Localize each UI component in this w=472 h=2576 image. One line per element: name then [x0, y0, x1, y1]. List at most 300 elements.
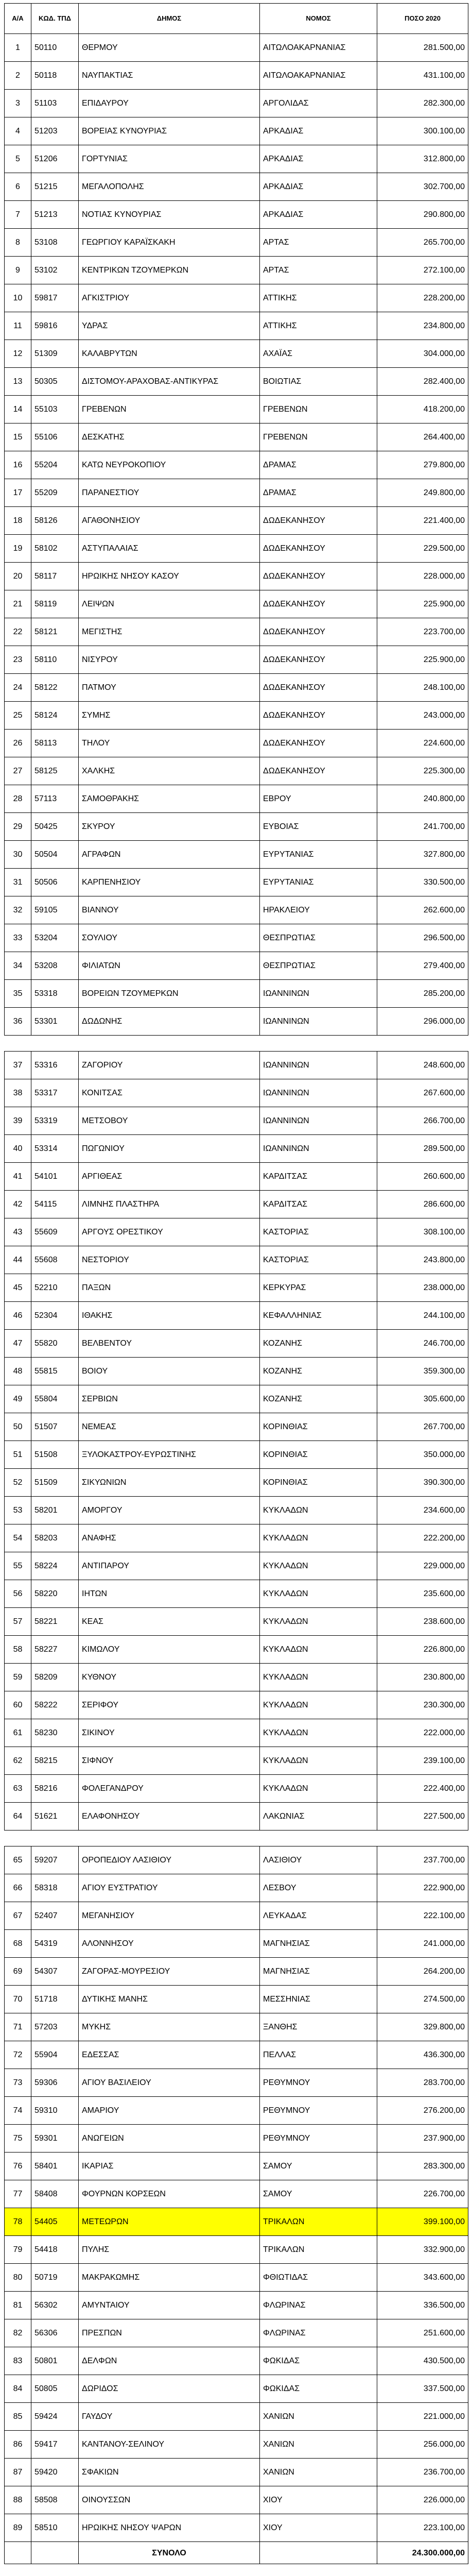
header-nomos: ΝΟΜΟΣ [260, 4, 377, 34]
row-aa: 41 [5, 1163, 31, 1191]
row-code: 54307 [31, 1958, 79, 1986]
row-poso: 249.800,00 [377, 479, 468, 507]
row-poso: 229.000,00 [377, 1552, 468, 1580]
row-code: 56302 [31, 2292, 79, 2319]
table-row [5, 2375, 468, 2403]
row-code: 58209 [31, 1664, 79, 1691]
row-poso: 296.500,00 [377, 924, 468, 952]
row-poso: 296.000,00 [377, 1008, 468, 1036]
row-code: 53102 [31, 257, 79, 284]
table-row [5, 1385, 468, 1413]
row-code: 51508 [31, 1441, 79, 1469]
row-code: 50719 [31, 2264, 79, 2292]
row-nomos: ΚΕΡΚΥΡΑΣ [260, 1274, 377, 1302]
row-poso: 226.700,00 [377, 2180, 468, 2208]
row-dimos: ΕΠΙΔΑΥΡΟΥ [79, 90, 260, 117]
row-poso: 222.200,00 [377, 1524, 468, 1552]
row-nomos: ΔΩΔΕΚΑΝΗΣΟΥ [260, 618, 377, 646]
row-dimos: ΒΟΡΕΙΩΝ ΤΖΟΥΜΕΡΚΩΝ [79, 980, 260, 1008]
row-code: 58216 [31, 1775, 79, 1803]
row-poso: 230.300,00 [377, 1691, 468, 1719]
row-aa: 31 [5, 869, 31, 896]
row-poso: 267.600,00 [377, 1079, 468, 1107]
row-nomos: ΕΥΒΟΙΑΣ [260, 813, 377, 841]
row-code: 58121 [31, 618, 79, 646]
row-aa: 72 [5, 2041, 31, 2069]
row-dimos: ΑΜΥΝΤΑΙΟΥ [79, 2292, 260, 2319]
row-code: 55608 [31, 1246, 79, 1274]
table-row [5, 1958, 468, 1986]
row-nomos: ΔΡΑΜΑΣ [260, 479, 377, 507]
row-code: 53318 [31, 980, 79, 1008]
row-poso: 329.800,00 [377, 2013, 468, 2041]
table-row [5, 702, 468, 730]
allocation-sheet [4, 3, 468, 2564]
row-aa: 17 [5, 479, 31, 507]
row-dimos: ΔΥΤΙΚΗΣ ΜΑΝΗΣ [79, 1986, 260, 2013]
row-aa: 23 [5, 646, 31, 674]
row-dimos: ΣΥΜΗΣ [79, 702, 260, 730]
row-nomos: ΕΒΡΟΥ [260, 785, 377, 813]
row-nomos: ΦΘΙΩΤΙΔΑΣ [260, 2264, 377, 2292]
row-dimos: ΕΛΑΦΟΝΗΣΟΥ [79, 1803, 260, 1831]
row-dimos: ΜΕΓΑΝΗΣΙΟΥ [79, 1902, 260, 1930]
row-nomos: ΚΑΡΔΙΤΣΑΣ [260, 1191, 377, 1218]
row-aa: 3 [5, 90, 31, 117]
row-nomos: ΑΙΤΩΛΟΑΚΑΡΝΑΝΙΑΣ [260, 34, 377, 62]
row-dimos: ΝΙΣΥΡΟΥ [79, 646, 260, 674]
row-nomos: ΔΩΔΕΚΑΝΗΣΟΥ [260, 730, 377, 757]
row-poso: 264.400,00 [377, 423, 468, 451]
row-poso: 286.600,00 [377, 1191, 468, 1218]
row-nomos: ΔΩΔΕΚΑΝΗΣΟΥ [260, 702, 377, 730]
row-nomos: ΚΥΚΛΑΔΩΝ [260, 1552, 377, 1580]
row-dimos: ΑΓΚΙΣΤΡΙΟΥ [79, 284, 260, 312]
page-break [5, 1036, 468, 1052]
table-row [5, 590, 468, 618]
row-dimos: ΣΙΚΙΝΟΥ [79, 1719, 260, 1747]
row-nomos: ΡΕΘΥΜΝΟΥ [260, 2125, 377, 2153]
row-poso: 265.700,00 [377, 229, 468, 257]
row-poso: 279.800,00 [377, 451, 468, 479]
page-break-cell [5, 1036, 468, 1052]
row-poso: 240.800,00 [377, 785, 468, 813]
row-aa: 55 [5, 1552, 31, 1580]
row-poso: 436.300,00 [377, 2041, 468, 2069]
row-code: 51213 [31, 201, 79, 229]
row-code: 54418 [31, 2236, 79, 2264]
table-row [5, 423, 468, 451]
table-row [5, 2125, 468, 2153]
row-dimos: ΙΚΑΡΙΑΣ [79, 2153, 260, 2180]
table-row [5, 1135, 468, 1163]
row-code: 56306 [31, 2319, 79, 2347]
row-code: 58117 [31, 563, 79, 590]
row-aa: 19 [5, 535, 31, 563]
row-poso: 221.000,00 [377, 2403, 468, 2431]
row-dimos: ΣΕΡΙΦΟΥ [79, 1691, 260, 1719]
row-nomos: ΑΤΤΙΚΗΣ [260, 312, 377, 340]
table-row [5, 1413, 468, 1441]
row-nomos: ΔΩΔΕΚΑΝΗΣΟΥ [260, 674, 377, 702]
table-row [5, 2013, 468, 2041]
row-poso: 223.700,00 [377, 618, 468, 646]
row-dimos: ΣΑΜΟΘΡΑΚΗΣ [79, 785, 260, 813]
row-code: 55106 [31, 423, 79, 451]
row-code: 58220 [31, 1580, 79, 1608]
row-nomos: ΑΡΚΑΔΙΑΣ [260, 145, 377, 173]
row-nomos: ΚΥΚΛΑΔΩΝ [260, 1719, 377, 1747]
table-row [5, 952, 468, 980]
row-aa: 10 [5, 284, 31, 312]
row-nomos: ΚΑΣΤΟΡΙΑΣ [260, 1218, 377, 1246]
table-row [5, 1274, 468, 1302]
row-dimos: ΚΙΜΩΛΟΥ [79, 1636, 260, 1664]
row-poso: 283.700,00 [377, 2069, 468, 2097]
row-aa: 15 [5, 423, 31, 451]
row-code: 55609 [31, 1218, 79, 1246]
row-nomos: ΔΡΑΜΑΣ [260, 451, 377, 479]
row-aa: 56 [5, 1580, 31, 1608]
row-nomos: ΧΙΟΥ [260, 2514, 377, 2542]
row-aa: 60 [5, 1691, 31, 1719]
table-row [5, 730, 468, 757]
row-dimos: ΟΙΝΟΥΣΣΩΝ [79, 2486, 260, 2514]
table-row [5, 2208, 468, 2236]
table-row [5, 1636, 468, 1664]
row-aa: 36 [5, 1008, 31, 1036]
row-poso: 225.900,00 [377, 590, 468, 618]
row-code: 58126 [31, 507, 79, 535]
row-dimos: ΝΕΜΕΑΣ [79, 1413, 260, 1441]
table-row [5, 1608, 468, 1636]
row-poso: 289.500,00 [377, 1135, 468, 1163]
row-aa: 49 [5, 1385, 31, 1413]
row-poso: 238.000,00 [377, 1274, 468, 1302]
row-dimos: ΚΕΝΤΡΙΚΩΝ ΤΖΟΥΜΕΡΚΩΝ [79, 257, 260, 284]
row-dimos: ΖΑΓΟΡΑΣ-ΜΟΥΡΕΣΙΟΥ [79, 1958, 260, 1986]
table-row [5, 1469, 468, 1497]
row-nomos: ΧΑΝΙΩΝ [260, 2431, 377, 2459]
row-code: 50801 [31, 2347, 79, 2375]
row-dimos: ΖΑΓΟΡΙΟΥ [79, 1052, 260, 1079]
row-poso: 248.100,00 [377, 674, 468, 702]
row-dimos: ΑΓΑΘΟΝΗΣΙΟΥ [79, 507, 260, 535]
row-code: 54115 [31, 1191, 79, 1218]
row-dimos: ΣΙΚΥΩΝΙΩΝ [79, 1469, 260, 1497]
row-nomos: ΡΕΘΥΜΝΟΥ [260, 2097, 377, 2125]
total-empty-cell [5, 2542, 31, 2564]
row-nomos: ΦΛΩΡΙΝΑΣ [260, 2319, 377, 2347]
row-dimos: ΚΑΡΠΕΝΗΣΙΟΥ [79, 869, 260, 896]
row-poso: 243.000,00 [377, 702, 468, 730]
row-dimos: ΑΡΓΙΘΕΑΣ [79, 1163, 260, 1191]
row-aa: 30 [5, 841, 31, 869]
row-poso: 237.900,00 [377, 2125, 468, 2153]
row-aa: 8 [5, 229, 31, 257]
row-aa: 62 [5, 1747, 31, 1775]
row-aa: 71 [5, 2013, 31, 2041]
row-poso: 239.100,00 [377, 1747, 468, 1775]
table-row [5, 284, 468, 312]
row-dimos: ΛΙΜΝΗΣ ΠΛΑΣΤΗΡΑ [79, 1191, 260, 1218]
row-aa: 4 [5, 117, 31, 145]
row-dimos: ΞΥΛΟΚΑΣΤΡΟΥ-ΕΥΡΩΣΤΙΝΗΣ [79, 1441, 260, 1469]
row-poso: 241.000,00 [377, 1930, 468, 1958]
row-aa: 53 [5, 1497, 31, 1524]
row-aa: 24 [5, 674, 31, 702]
row-nomos: ΡΕΘΥΜΝΟΥ [260, 2069, 377, 2097]
row-code: 58119 [31, 590, 79, 618]
row-poso: 305.600,00 [377, 1385, 468, 1413]
table-row [5, 2180, 468, 2208]
row-poso: 221.400,00 [377, 507, 468, 535]
row-aa: 77 [5, 2180, 31, 2208]
row-poso: 274.500,00 [377, 1986, 468, 2013]
row-code: 50305 [31, 368, 79, 396]
row-dimos: ΚΑΛΑΒΡΥΤΩΝ [79, 340, 260, 368]
row-code: 53208 [31, 952, 79, 980]
row-aa: 33 [5, 924, 31, 952]
row-dimos: ΝΑΥΠΑΚΤΙΑΣ [79, 62, 260, 90]
row-code: 58222 [31, 1691, 79, 1719]
row-poso: 260.600,00 [377, 1163, 468, 1191]
row-nomos: ΒΟΙΩΤΙΑΣ [260, 368, 377, 396]
row-aa: 76 [5, 2153, 31, 2180]
row-nomos: ΙΩΑΝΝΙΝΩΝ [260, 980, 377, 1008]
row-poso: 399.100,00 [377, 2208, 468, 2236]
row-code: 58124 [31, 702, 79, 730]
row-nomos: ΣΑΜΟΥ [260, 2153, 377, 2180]
table-row [5, 785, 468, 813]
row-poso: 290.800,00 [377, 201, 468, 229]
table-row [5, 1163, 468, 1191]
row-dimos: ΔΕΛΦΩΝ [79, 2347, 260, 2375]
row-code: 55209 [31, 479, 79, 507]
row-code: 58510 [31, 2514, 79, 2542]
row-poso: 343.600,00 [377, 2264, 468, 2292]
row-nomos: ΑΡΓΟΛΙΔΑΣ [260, 90, 377, 117]
table-row [5, 1191, 468, 1218]
row-code: 59424 [31, 2403, 79, 2431]
row-code: 51206 [31, 145, 79, 173]
row-nomos: ΑΡΤΑΣ [260, 257, 377, 284]
row-dimos: ΠΑΡΑΝΕΣΤΙΟΥ [79, 479, 260, 507]
row-poso: 336.500,00 [377, 2292, 468, 2319]
table-row [5, 2097, 468, 2125]
row-nomos: ΠΕΛΛΑΣ [260, 2041, 377, 2069]
row-poso: 237.700,00 [377, 1846, 468, 1874]
table-row [5, 2236, 468, 2264]
row-aa: 44 [5, 1246, 31, 1274]
row-code: 50425 [31, 813, 79, 841]
table-row [5, 674, 468, 702]
row-dimos: ΣΕΡΒΙΩΝ [79, 1385, 260, 1413]
row-poso: 266.700,00 [377, 1107, 468, 1135]
total-label: ΣΥΝΟΛΟ [79, 2542, 260, 2564]
row-nomos: ΚΥΚΛΑΔΩΝ [260, 1580, 377, 1608]
table-row [5, 2459, 468, 2486]
row-code: 58110 [31, 646, 79, 674]
table-row [5, 1580, 468, 1608]
row-dimos: ΜΥΚΗΣ [79, 2013, 260, 2041]
row-dimos: ΥΔΡΑΣ [79, 312, 260, 340]
table-row [5, 507, 468, 535]
table-row [5, 229, 468, 257]
row-aa: 35 [5, 980, 31, 1008]
row-code: 52304 [31, 1302, 79, 1330]
row-aa: 86 [5, 2431, 31, 2459]
table-row [5, 90, 468, 117]
row-aa: 47 [5, 1330, 31, 1358]
row-aa: 20 [5, 563, 31, 590]
row-aa: 84 [5, 2375, 31, 2403]
row-nomos: ΙΩΑΝΝΙΝΩΝ [260, 1135, 377, 1163]
header-dimos: ΔΗΜΟΣ [79, 4, 260, 34]
row-dimos: ΛΕΙΨΩΝ [79, 590, 260, 618]
table-header [5, 4, 468, 34]
row-aa: 13 [5, 368, 31, 396]
row-poso: 238.600,00 [377, 1608, 468, 1636]
row-aa: 79 [5, 2236, 31, 2264]
row-nomos: ΑΤΤΙΚΗΣ [260, 284, 377, 312]
row-nomos: ΑΡΚΑΔΙΑΣ [260, 173, 377, 201]
row-dimos: ΧΑΛΚΗΣ [79, 757, 260, 785]
row-poso: 235.600,00 [377, 1580, 468, 1608]
row-poso: 267.700,00 [377, 1413, 468, 1441]
table-row [5, 1664, 468, 1691]
row-code: 58227 [31, 1636, 79, 1664]
row-nomos: ΚΥΚΛΑΔΩΝ [260, 1497, 377, 1524]
row-poso: 304.000,00 [377, 340, 468, 368]
table-row [5, 1719, 468, 1747]
table-row [5, 340, 468, 368]
row-dimos: ΒΟΡΕΙΑΣ ΚΥΝΟΥΡΙΑΣ [79, 117, 260, 145]
table-row [5, 869, 468, 896]
row-poso: 226.800,00 [377, 1636, 468, 1664]
row-nomos: ΚΟΡΙΝΘΙΑΣ [260, 1441, 377, 1469]
row-aa: 64 [5, 1803, 31, 1831]
row-aa: 38 [5, 1079, 31, 1107]
table-row [5, 173, 468, 201]
row-dimos: ΜΕΤΣΟΒΟΥ [79, 1107, 260, 1135]
row-nomos: ΑΧΑΪΑΣ [260, 340, 377, 368]
row-poso: 430.500,00 [377, 2347, 468, 2375]
row-nomos: ΗΡΑΚΛΕΙΟΥ [260, 896, 377, 924]
page-break [5, 1831, 468, 1846]
row-dimos: ΠΡΕΣΠΩΝ [79, 2319, 260, 2347]
row-poso: 279.400,00 [377, 952, 468, 980]
row-code: 57203 [31, 2013, 79, 2041]
row-poso: 276.200,00 [377, 2097, 468, 2125]
row-nomos: ΕΥΡΥΤΑΝΙΑΣ [260, 869, 377, 896]
row-aa: 82 [5, 2319, 31, 2347]
allocation-table [4, 3, 468, 2564]
table-row [5, 201, 468, 229]
row-code: 58113 [31, 730, 79, 757]
row-poso: 312.800,00 [377, 145, 468, 173]
row-code: 51215 [31, 173, 79, 201]
row-dimos: ΦΙΛΙΑΤΩΝ [79, 952, 260, 980]
row-nomos: ΚΥΚΛΑΔΩΝ [260, 1524, 377, 1552]
row-nomos: ΑΡΚΑΔΙΑΣ [260, 117, 377, 145]
row-poso: 234.600,00 [377, 1497, 468, 1524]
row-code: 59417 [31, 2431, 79, 2459]
row-poso: 256.000,00 [377, 2431, 468, 2459]
table-row [5, 2514, 468, 2542]
row-poso: 230.800,00 [377, 1664, 468, 1691]
row-code: 59817 [31, 284, 79, 312]
row-aa: 75 [5, 2125, 31, 2153]
row-poso: 308.100,00 [377, 1218, 468, 1246]
row-aa: 50 [5, 1413, 31, 1441]
row-nomos: ΕΥΡΥΤΑΝΙΑΣ [260, 841, 377, 869]
row-nomos: ΔΩΔΕΚΑΝΗΣΟΥ [260, 646, 377, 674]
row-aa: 51 [5, 1441, 31, 1469]
row-aa: 12 [5, 340, 31, 368]
row-dimos: ΜΕΓΑΛΟΠΟΛΗΣ [79, 173, 260, 201]
total-row [5, 2542, 468, 2564]
row-code: 54405 [31, 2208, 79, 2236]
row-aa: 18 [5, 507, 31, 535]
row-code: 54319 [31, 1930, 79, 1958]
row-poso: 225.900,00 [377, 646, 468, 674]
row-nomos: ΚΟΖΑΝΗΣ [260, 1358, 377, 1385]
row-nomos: ΦΩΚΙΔΑΣ [260, 2375, 377, 2403]
table-row [5, 2292, 468, 2319]
row-dimos: ΦΟΛΕΓΑΝΔΡΟΥ [79, 1775, 260, 1803]
row-poso: 282.300,00 [377, 90, 468, 117]
row-aa: 48 [5, 1358, 31, 1385]
row-dimos: ΣΙΦΝΟΥ [79, 1747, 260, 1775]
row-nomos: ΤΡΙΚΑΛΩΝ [260, 2208, 377, 2236]
row-dimos: ΓΕΩΡΓΙΟΥ ΚΑΡΑΪΣΚΑΚΗ [79, 229, 260, 257]
row-nomos: ΧΙΟΥ [260, 2486, 377, 2514]
row-code: 51718 [31, 1986, 79, 2013]
row-nomos: ΚΑΡΔΙΤΣΑΣ [260, 1163, 377, 1191]
row-poso: 244.100,00 [377, 1302, 468, 1330]
table-row [5, 841, 468, 869]
row-nomos: ΦΩΚΙΔΑΣ [260, 2347, 377, 2375]
row-code: 58408 [31, 2180, 79, 2208]
row-nomos: ΔΩΔΕΚΑΝΗΣΟΥ [260, 507, 377, 535]
row-dimos: ΣΚΥΡΟΥ [79, 813, 260, 841]
row-code: 59816 [31, 312, 79, 340]
row-code: 52407 [31, 1902, 79, 1930]
row-nomos: ΔΩΔΕΚΑΝΗΣΟΥ [260, 563, 377, 590]
row-nomos: ΜΑΓΝΗΣΙΑΣ [260, 1930, 377, 1958]
row-code: 55820 [31, 1330, 79, 1358]
table-row [5, 2347, 468, 2375]
row-poso: 241.700,00 [377, 813, 468, 841]
table-row [5, 924, 468, 952]
table-row [5, 1930, 468, 1958]
row-poso: 418.200,00 [377, 396, 468, 423]
row-aa: 11 [5, 312, 31, 340]
row-aa: 69 [5, 1958, 31, 1986]
row-nomos: ΚΥΚΛΑΔΩΝ [260, 1691, 377, 1719]
row-aa: 28 [5, 785, 31, 813]
row-code: 55103 [31, 396, 79, 423]
table-row [5, 34, 468, 62]
row-poso: 228.200,00 [377, 284, 468, 312]
row-nomos: ΚΥΚΛΑΔΩΝ [260, 1775, 377, 1803]
header-row [5, 4, 468, 34]
row-poso: 431.100,00 [377, 62, 468, 90]
row-nomos: ΚΟΖΑΝΗΣ [260, 1385, 377, 1413]
row-aa: 46 [5, 1302, 31, 1330]
row-aa: 58 [5, 1636, 31, 1664]
